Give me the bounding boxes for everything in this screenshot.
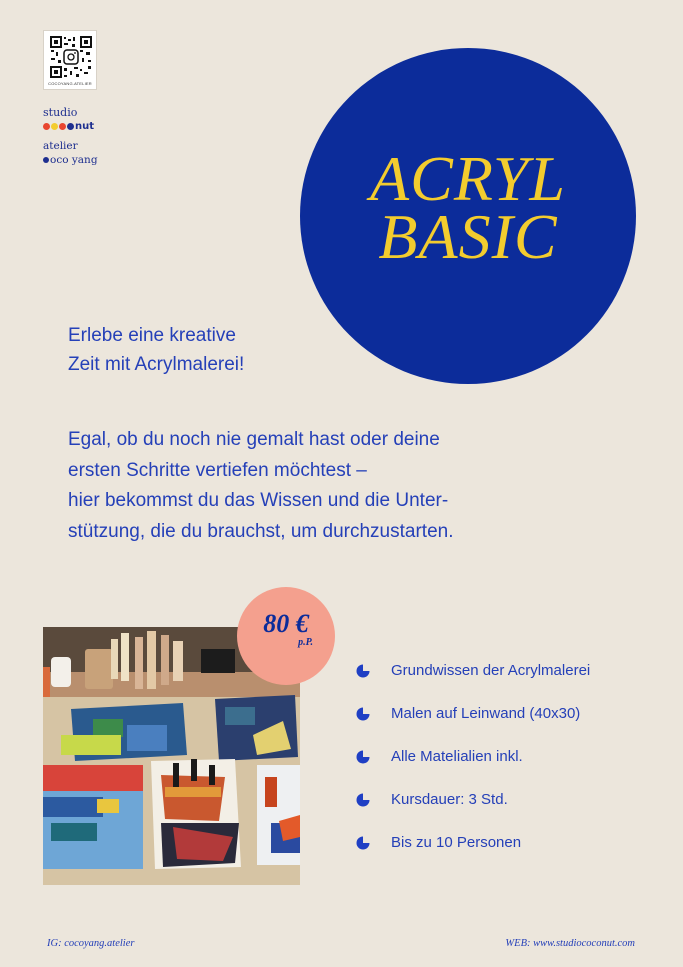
intro-text	[68, 321, 244, 379]
feature-text: Kursdauer: 3 Std.	[391, 791, 508, 808]
intro-line-2: Zeit mit Acrylmalerei!	[68, 354, 245, 375]
logo-dot-red	[59, 123, 66, 130]
feature-text: Bis zu 10 Personen	[391, 834, 522, 851]
feature-text: Malen auf Leinwand (40x30)	[391, 705, 581, 722]
logo-studio: studio	[43, 106, 78, 119]
logo-dot-red	[43, 123, 50, 130]
description-line-3: hier bekommst du das Wissen und die Unter-	[68, 490, 449, 511]
crescent-bullet-icon	[356, 793, 370, 807]
description-line-2: ersten Schritte vertiefen möchtest –	[68, 459, 367, 481]
title-line-1: ACRYL	[370, 143, 566, 214]
logo-coco-yang	[43, 154, 98, 166]
description-text	[68, 425, 588, 547]
price-amount: 80 €	[263, 609, 309, 638]
feature-text: Grundwissen der Acrylmalerei	[391, 662, 591, 679]
qr-code-icon	[50, 36, 92, 78]
logo-dot-yellow	[51, 123, 58, 130]
price-badge	[237, 587, 335, 685]
logo-coconut-text: nut	[75, 120, 95, 132]
logo-atelier: atelier	[43, 140, 78, 152]
description-line-1: Egal, ob du noch nie gemalt hast oder deine	[68, 429, 440, 450]
list-item	[356, 705, 590, 722]
qr-code[interactable]	[43, 30, 97, 90]
logo-coconut	[43, 120, 94, 132]
list-item	[356, 791, 590, 808]
website-link[interactable]: WEB: www.studiococonut.com	[505, 938, 635, 949]
logo-coco-yang-text: oco yang	[50, 154, 98, 166]
logo-dot-blue	[43, 157, 49, 163]
list-item	[356, 748, 590, 765]
crescent-bullet-icon	[356, 836, 370, 850]
list-item	[356, 834, 590, 851]
description-line-4: stützung, die du brauchst, um durchzustarten.	[68, 520, 454, 542]
instagram-handle[interactable]: IG: cocoyang.atelier	[47, 938, 135, 949]
price-unit: p.P.	[298, 637, 313, 648]
feature-text: Alle Matelialien inkl.	[391, 748, 523, 765]
title-line-2: BASIC	[378, 201, 558, 272]
list-item	[356, 662, 590, 679]
poster-title	[300, 143, 636, 272]
qr-caption: COCOYANG.ATELIER	[48, 81, 92, 86]
intro-line-1: Erlebe eine kreative	[68, 325, 236, 346]
crescent-bullet-icon	[356, 664, 370, 678]
crescent-bullet-icon	[356, 750, 370, 764]
feature-list	[356, 662, 590, 877]
logo-dot-blue	[67, 123, 74, 130]
crescent-bullet-icon	[356, 707, 370, 721]
